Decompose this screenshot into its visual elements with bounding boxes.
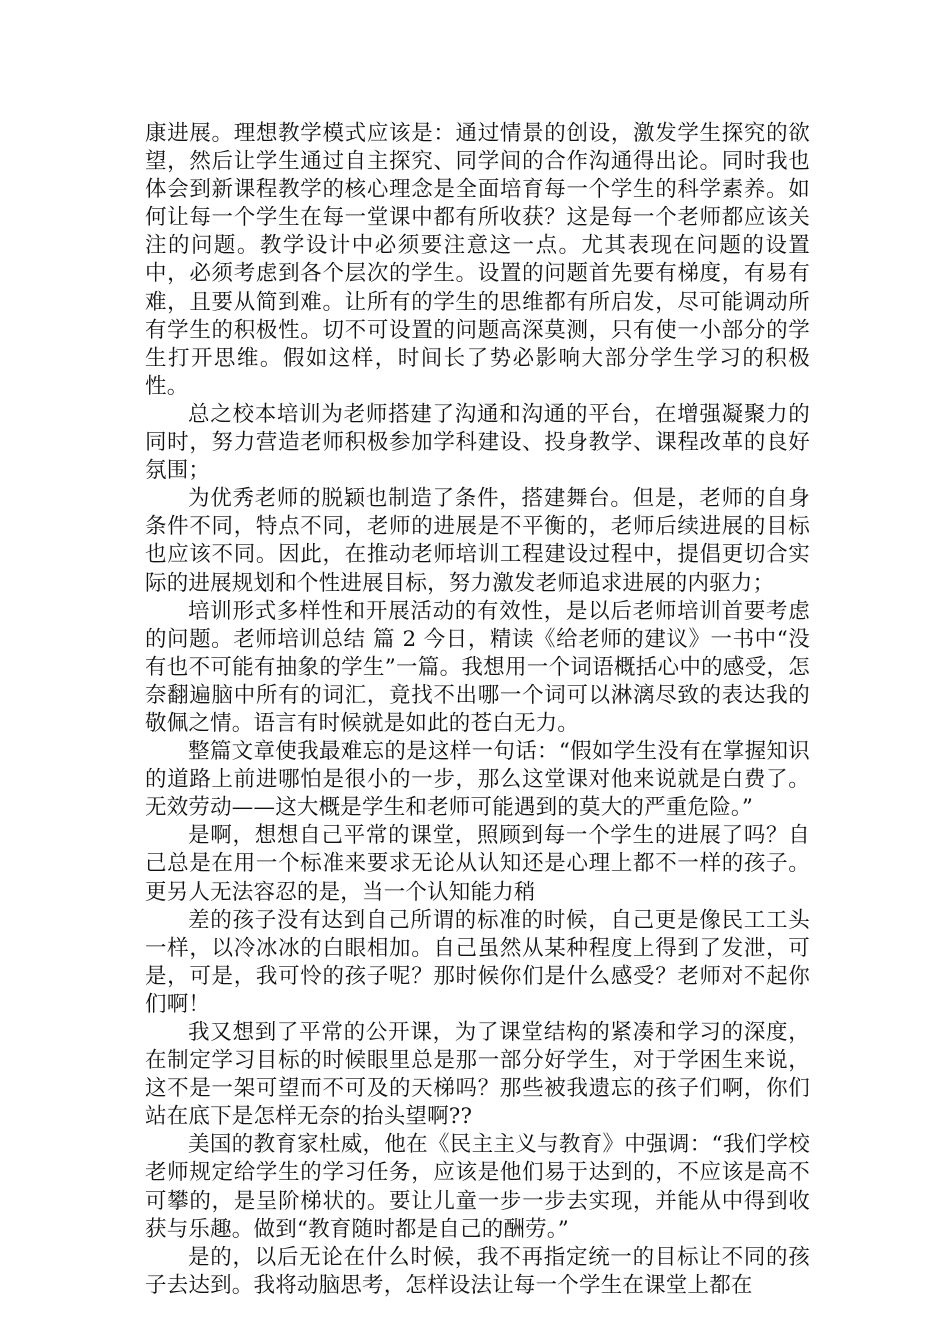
document-body bbox=[145, 120, 810, 1300]
paragraph: 是啊，想想自己平常的课堂，照顾到每一个学生的进展了吗？自己总是在用一个标准来要求无论从认知还是心理上都不一样的孩子。更另人无法容忍的是，当一个认知能力稍 bbox=[145, 823, 810, 905]
paragraph: 康进展。理想教学模式应该是：通过情景的创设，激发学生探究的欲望，然后让学生通过自主探究、同学间的合作沟通得出论。同时我也体会到新课程教学的核心理念是全面培育每一个学生的科学素养。如何让每一个学生在每一堂课中都有所收获？这是每一个老师都应该关注的问题。教学设计中必须要注意这一点。尤其表现在问题的设置中，必须考虑到各个层次的学生。设置的问题首先要有梯度，有易有难，且要从简到难。让所有的学生的思维都有所启发，尽可能调动所有学生的积极性。切不可设置的问题高深莫测，只有使一小部分的学生打开思维。假如这样，时间长了势必影响大部分学生学习的积极性。 bbox=[145, 121, 810, 399]
paragraph: 差的孩子没有达到自己所谓的标准的时候，自己更是像民工工头一样，以冷冰冰的白眼相加。自己虽然从某种程度上得到了发泄，可是，可是，我可怜的孩子呢？那时候你们是什么感受？老师对不起你们啊！ bbox=[145, 907, 810, 1017]
paragraph: 是的，以后无论在什么时候，我不再指定统一的目标让不同的孩子去达到。我将动脑思考，怎样设法让每一个学生在课堂上都在 bbox=[145, 1244, 810, 1298]
paragraph: 整篇文章使我最难忘的是这样一句话：“假如学生没有在掌握知识的道路上前进哪怕是很小的一步，那么这堂课对他来说就是白费了。无效劳动——这大概是学生和老师可能遇到的莫大的严重危险。” bbox=[145, 739, 810, 821]
paragraph: 总之校本培训为老师搭建了沟通和沟通的平台，在增强凝聚力的同时，努力营造老师积极参加学科建设、投身教学、课程改革的良好氛围； bbox=[145, 401, 810, 484]
paragraph: 美国的教育家杜威，他在《民主主义与教育》中强调：“我们学校老师规定给学生的学习任务，应该是他们易于达到的，不应该是高不可攀的，是呈阶梯状的。要让儿童一步一步去实现，并能从中得到收获与乐趣。做到“教育随时都是自己的酬劳。” bbox=[145, 1132, 810, 1242]
paragraph: 培训形式多样性和开展活动的有效性，是以后老师培训首要考虑的问题。老师培训总结 篇 2 今日，精读《给老师的建议》一书中“没有也不可能有抽象的学生”一篇。我想用一个词语概括心中的感受，怎奈翻遍脑中所有的词汇，竟找不出哪一个词可以淋漓尽致的表达我的敬佩之情。语言有时候就是如此的苍白无力。 bbox=[145, 598, 810, 736]
paragraph: 为优秀老师的脱颖也制造了条件，搭建舞台。但是，老师的自身条件不同，特点不同，老师的进展是不平衡的，老师后续进展的目标也应该不同。因此，在推动老师培训工程建设过程中，提倡更切合实际的进展规划和个性进展目标，努力激发老师追求进展的内驱力； bbox=[145, 486, 810, 596]
paragraph: 我又想到了平常的公开课，为了课堂结构的紧凑和学习的深度，在制定学习目标的时候眼里总是那一部分好学生，对于学困生来说，这不是一架可望而不可及的天梯吗？那些被我遗忘的孩子们啊，你们站在底下是怎样无奈的抬头望啊?? bbox=[145, 1020, 810, 1130]
